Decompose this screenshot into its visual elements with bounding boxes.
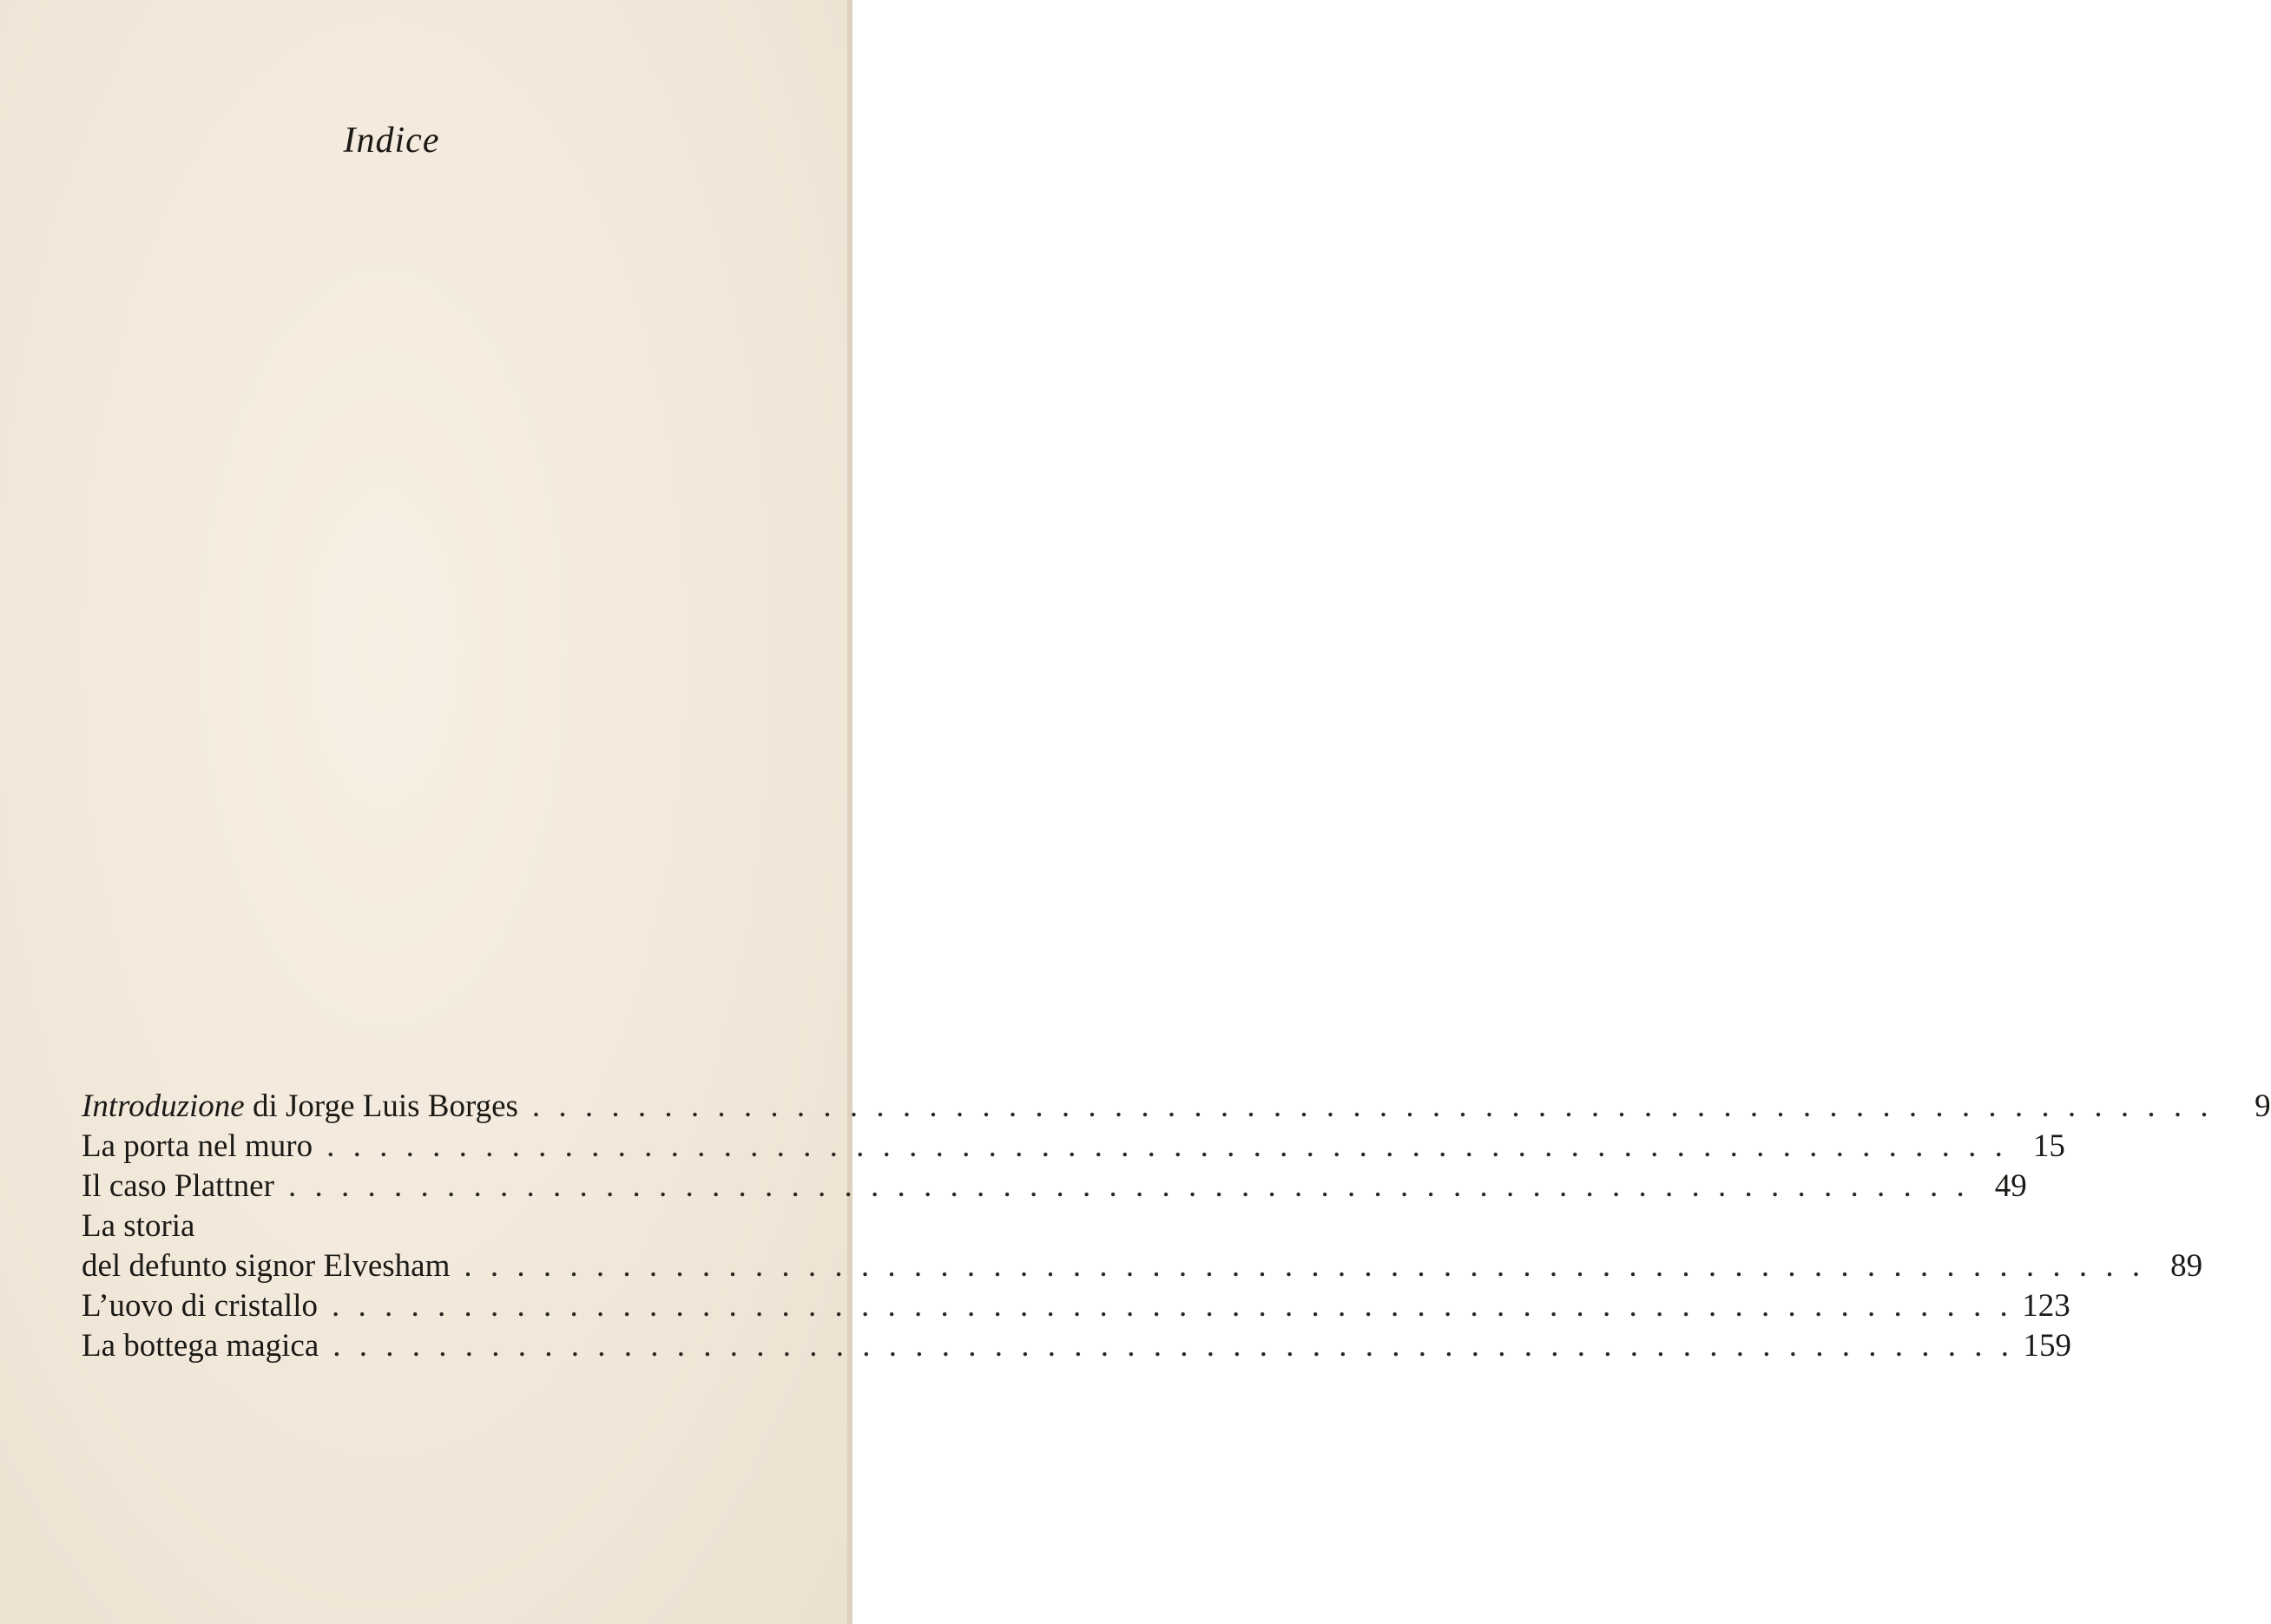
toc-dot-leader: . . . . . . . . . . . . . . . . . . . . . . . . . . . . . . . . . . . . . . . . . . . . . . . . . . . . . . . . . . . . . . . . [531,1088,2214,1124]
page-title: Indice [343,121,440,161]
toc-entry-title: Il caso Plattner [82,1168,274,1204]
toc-page-number: 89 [2170,1248,2203,1284]
toc-entry-la-porta-nel-muro [82,1127,2065,1167]
toc-dot-leader: . . . . . . . . . . . . . . . . . . . . . . . . . . . . . . . . . . . . . . . . . . . . . . . . . . . . . . . . . . . . . . . . [326,1128,2008,1164]
toc-dot-leader: . . . . . . . . . . . . . . . . . . . . . . . . . . . . . . . . . . . . . . . . . . . . . . . . . . . . . . . . . . . . . . . . [332,1288,2013,1324]
toc-dot-leader: . . . . . . . . . . . . . . . . . . . . . . . . . . . . . . . . . . . . . . . . . . . . . . . . . . . . . . . . . . . . . . . . [287,1168,1970,1204]
toc-page-number: 9 [2255,1088,2271,1124]
page-edge [847,0,852,1624]
toc-entry-title: L’uovo di cristallo [82,1288,318,1324]
toc-dot-leader: . . . . . . . . . . . . . . . . . . . . . . . . . . . . . . . . . . . . . . . . . . . . . . . . . . . . . . . . . . . . . . . . [332,1328,2015,1364]
toc-entry-title-italic: Introduzione [82,1088,245,1124]
toc-page-number: 123 [2022,1288,2070,1324]
table-of-contents [82,1087,2271,1366]
toc-entry-introduzione [82,1087,2271,1127]
toc-entry-uovo-di-cristallo [82,1286,2070,1326]
toc-entry-elvesham [82,1246,2203,1286]
toc-entry-title: La bottega magica [82,1328,319,1364]
toc-entry-title: La storia [82,1208,195,1244]
toc-entry-title-rest: di Jorge Luis Borges [244,1088,518,1124]
toc-page-number: 159 [2023,1328,2072,1364]
toc-entry-title [82,1087,518,1127]
toc-page-number: 49 [1994,1168,2027,1204]
toc-entry-title: La porta nel muro [82,1128,313,1164]
toc-entry-bottega-magica [82,1326,2072,1366]
toc-page-number: 15 [2032,1128,2065,1164]
toc-entry-la-storia [82,1206,722,1246]
toc-entry-title: del defunto signor Elvesham [82,1248,451,1284]
toc-dot-leader: . . . . . . . . . . . . . . . . . . . . . . . . . . . . . . . . . . . . . . . . . . . . . . . . . . . . . . . . . . . . . . . . [464,1248,2146,1284]
toc-entry-il-caso-plattner [82,1167,2027,1206]
